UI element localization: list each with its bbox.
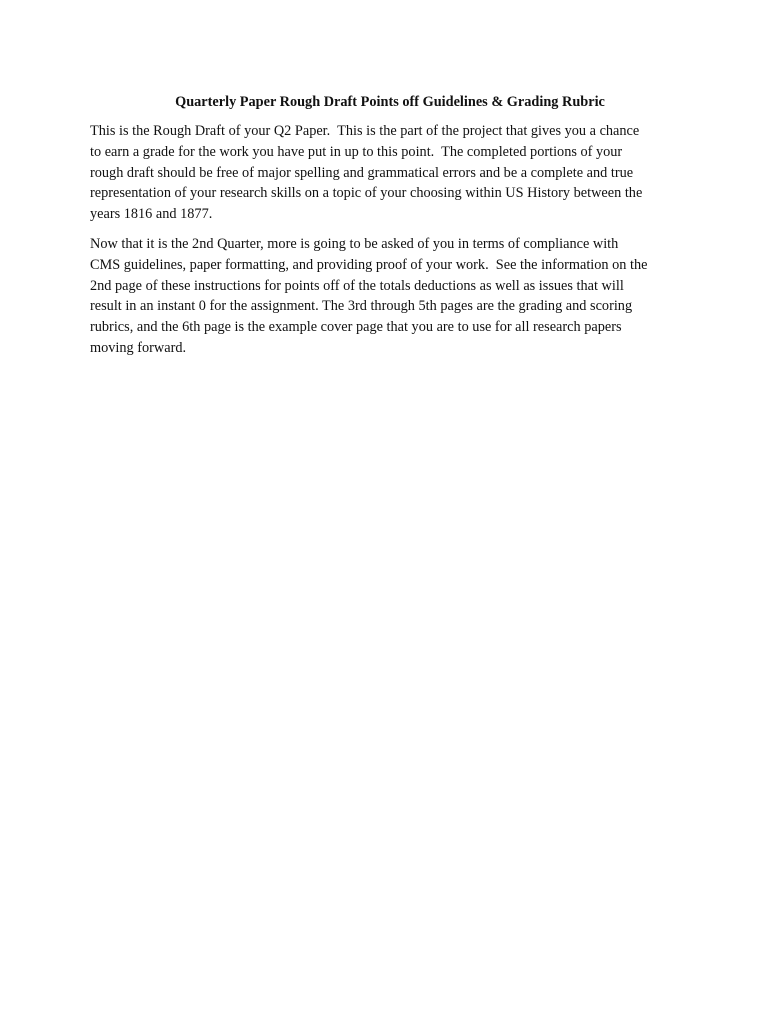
document-title: Quarterly Paper Rough Draft Points off Guidelines & Grading Rubric	[175, 94, 605, 110]
paragraph-line: moving forward.	[90, 339, 187, 356]
requirements-paragraph	[90, 234, 690, 359]
paragraph-line: CMS guidelines, paper formatting, and providing proof of your work. See the information on the	[90, 256, 648, 273]
paragraph-line: rubrics, and the 6th page is the example cover page that you are to use for all research papers	[90, 319, 622, 336]
document-body	[90, 92, 690, 368]
paragraph-line: result in an instant 0 for the assignment. The 3rd through 5th pages are the grading and scoring	[90, 298, 633, 315]
paragraph-line: rough draft should be free of major spelling and grammatical errors and be a complete and true	[90, 164, 634, 181]
paragraph-line: years 1816 and 1877.	[90, 206, 213, 223]
paragraph-line: to earn a grade for the work you have put in up to this point. The completed portions of your	[90, 143, 623, 160]
intro-paragraph	[90, 121, 690, 225]
paragraph-line: This is the Rough Draft of your Q2 Paper. This is the part of the project that gives you a chance	[90, 123, 640, 139]
paragraph-line: 2nd page of these instructions for points off of the totals deductions as well as issues that will	[90, 277, 624, 294]
paragraph-line: Now that it is the 2nd Quarter, more is going to be asked of you in terms of compliance with	[90, 235, 619, 252]
paragraph-line: representation of your research skills on a topic of your choosing within US History between the	[90, 185, 643, 202]
